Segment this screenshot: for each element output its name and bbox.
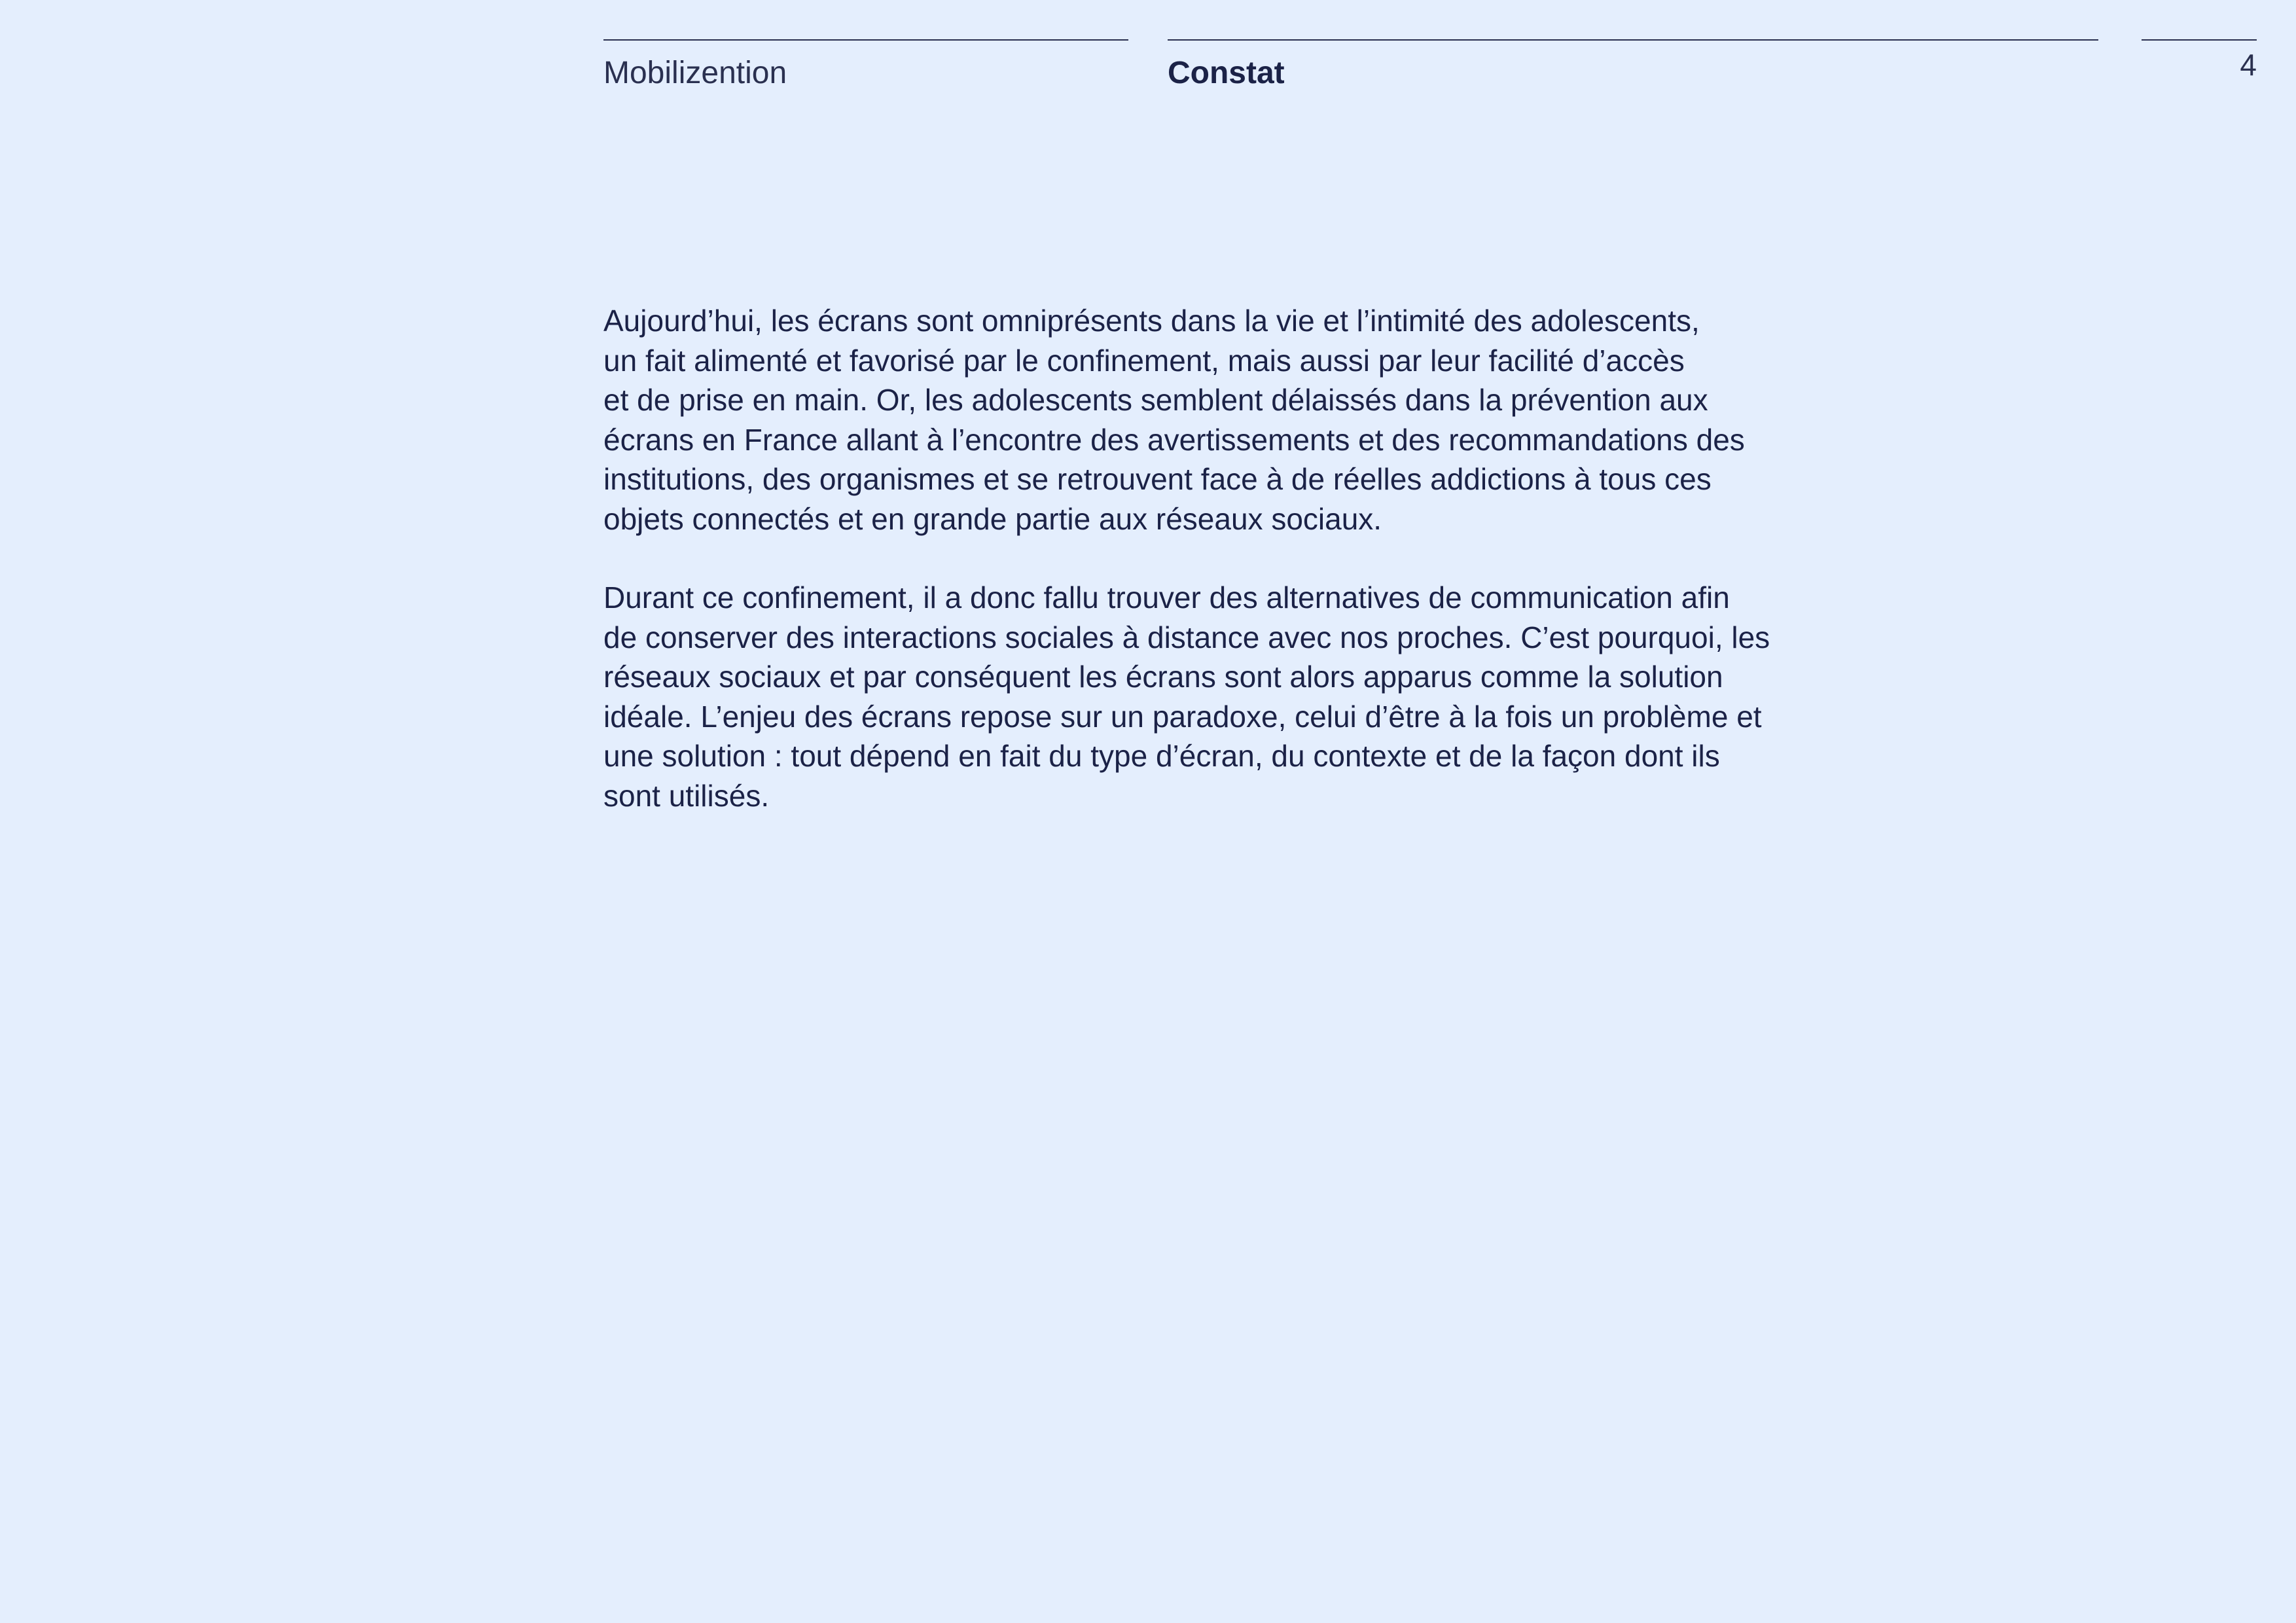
body-text bbox=[603, 301, 1847, 855]
page-number: 4 bbox=[2240, 48, 2257, 82]
paragraph-confinement: Durant ce confinement, il a donc fallu trouver des alternatives de communication afin de conserver des interactions sociales à distance avec nos proches. C’est pourquoi, les réseaux sociaux et par conséquent les écrans sont alors apparus comme la solution idéale. L’enjeu des écrans repose sur un paradoxe, celui d’être à la fois un problème et une solution : tout dépend en fait du type d’écran, du contexte et de la façon dont ils sont utilisés. bbox=[603, 580, 1770, 813]
header-rule-page bbox=[2142, 39, 2257, 41]
header-rule-brand bbox=[603, 39, 1128, 41]
paragraph-intro: Aujourd’hui, les écrans sont omniprésents dans la vie et l’intimité des adolescents, un fait alimenté et favorisé par le confinement, mais aussi par leur facilité d’accès et de prise en main. Or, les adolescents semblent délaissés dans la prévention aux écrans en France allant à l’encontre des avertissements et des recommandations des institutions, des organismes et se retrouvent face à de réelles addictions à tous ces objets connectés et en grande partie aux réseaux sociaux. bbox=[603, 304, 1745, 536]
header-rule-section bbox=[1168, 39, 2098, 41]
section-title: Constat bbox=[1168, 56, 1285, 90]
brand-title: Mobilizention bbox=[603, 56, 787, 90]
